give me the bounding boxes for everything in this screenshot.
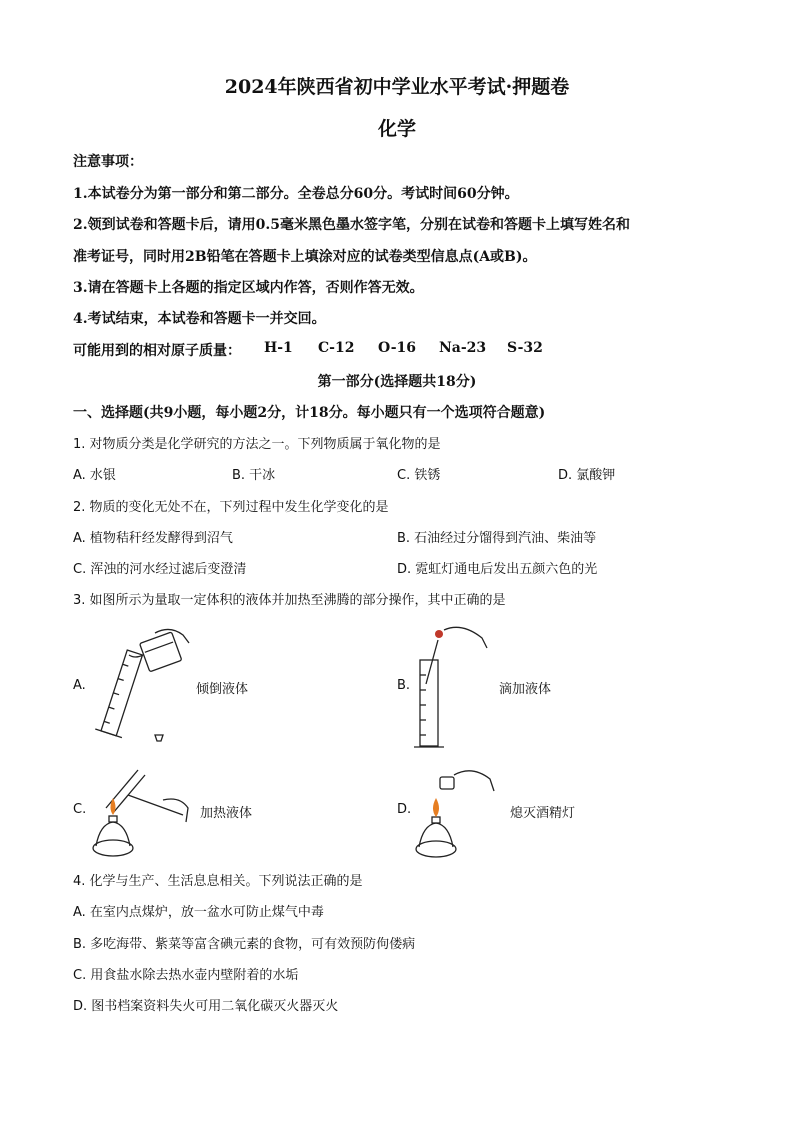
- atomic-mass-c: C-12: [318, 340, 355, 356]
- pouring-liquid-illustration: [85, 625, 195, 750]
- question-3-option-a-caption: 倾倒液体: [196, 682, 249, 697]
- question-3-option-b-letter: B.: [397, 678, 411, 693]
- question-2-option-d: D. 霓虹灯通电后发出五颜六色的光: [397, 562, 598, 577]
- atomic-mass-o: O-16: [378, 340, 417, 356]
- question-3-option-c-letter: C.: [73, 802, 87, 817]
- notes-heading: 注意事项：: [73, 154, 143, 170]
- exam-title: 2024年陕西省初中学业水平考试·押题卷: [224, 76, 570, 98]
- atomic-mass-label: 可能用到的相对原子质量：: [73, 343, 241, 359]
- question-2-option-c: C. 浑浊的河水经过滤后变澄清: [73, 562, 247, 577]
- question-3-option-a-letter: A.: [73, 678, 86, 693]
- extinguish-lamp-illustration: [412, 765, 502, 860]
- question-3-option-d-letter: D.: [397, 802, 412, 817]
- question-1-option-c: C. 铁锈: [397, 468, 441, 483]
- question-3-option-d-caption: 熄灭酒精灯: [510, 806, 576, 821]
- section-heading: 一、选择题(共9小题，每小题2分，计18分。每小题只有一个选项符合题意): [73, 405, 546, 421]
- part1-heading: 第一部分(选择题共18分): [317, 374, 477, 390]
- subject-title: 化学: [377, 118, 416, 140]
- heating-liquid-illustration: [88, 760, 193, 860]
- question-4-option-d: D. 图书档案资料失火可用二氧化碳灭火器灭火: [73, 999, 339, 1014]
- note-item: 1.本试卷分为第一部分和第二部分。全卷总分60分。考试时间60分钟。: [73, 186, 519, 202]
- atomic-mass-h: H-1: [264, 340, 293, 356]
- question-1-stem: 1. 对物质分类是化学研究的方法之一。下列物质属于氧化物的是: [73, 437, 441, 452]
- question-3-option-b-caption: 滴加液体: [499, 682, 552, 697]
- atomic-mass-s: S-32: [507, 340, 543, 356]
- question-1-option-d: D. 氯酸钾: [558, 468, 616, 483]
- note-item: 准考证号，同时用2B铅笔在答题卡上填涂对应的试卷类型信息点(A或B)。: [73, 249, 537, 265]
- question-3-stem: 3. 如图所示为量取一定体积的液体并加热至沸腾的部分操作，其中正确的是: [73, 593, 506, 608]
- question-4-option-b: B. 多吃海带、紫菜等富含碘元素的食物，可有效预防佝偻病: [73, 937, 416, 952]
- atomic-mass-na: Na-23: [439, 340, 487, 356]
- question-4-option-c: C. 用食盐水除去热水壶内壁附着的水垢: [73, 968, 299, 983]
- question-2-option-b: B. 石油经过分馏得到汽油、柴油等: [397, 531, 597, 546]
- note-item: 3.请在答题卡上各题的指定区域内作答，否则作答无效。: [73, 280, 424, 296]
- question-2-option-a: A. 植物秸秆经发酵得到沼气: [73, 531, 233, 546]
- question-4-option-a: A. 在室内点煤炉，放一盆水可防止煤气中毒: [73, 905, 324, 920]
- question-2-stem: 2. 物质的变化无处不在，下列过程中发生化学变化的是: [73, 500, 389, 515]
- question-1-option-b: B. 干冰: [232, 468, 276, 483]
- question-4-stem: 4. 化学与生产、生活息息相关。下列说法正确的是: [73, 874, 363, 889]
- note-item: 4.考试结束，本试卷和答题卡一并交回。: [73, 311, 326, 327]
- dropping-liquid-illustration: [412, 620, 492, 752]
- question-1-option-a: A. 水银: [73, 468, 116, 483]
- note-item: 2.领到试卷和答题卡后，请用0.5毫米黑色墨水签字笔，分别在试卷和答题卡上填写姓名和: [73, 217, 630, 233]
- question-3-option-c-caption: 加热液体: [200, 806, 253, 821]
